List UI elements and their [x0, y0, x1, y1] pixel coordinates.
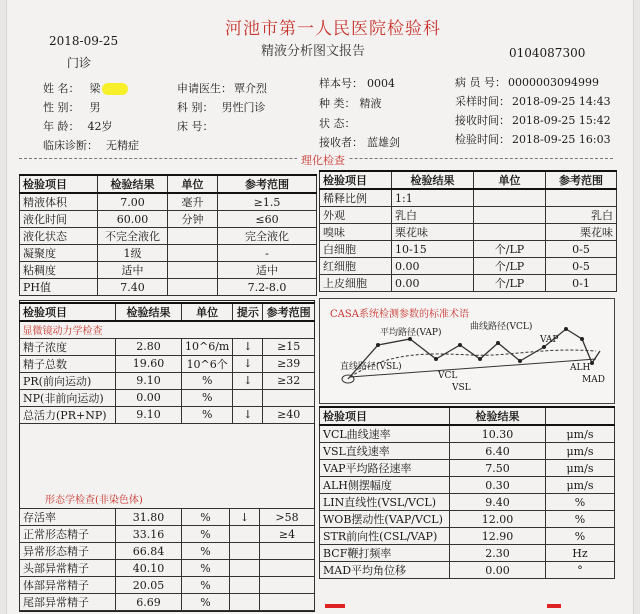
column-header: 参考范围 — [218, 175, 317, 193]
casa-table — [319, 406, 615, 579]
patient-sex-label: 性 别： — [43, 101, 80, 114]
cell: BCF鞭打频率 — [320, 545, 450, 562]
collect-time-row — [455, 93, 611, 109]
cell: 精子浓度 — [20, 338, 116, 355]
sample-row — [319, 75, 395, 91]
column-header: 检验结果 — [116, 303, 182, 321]
cell: PH值 — [20, 279, 98, 296]
cell: 红细胞 — [320, 258, 392, 275]
cell: ≥32 — [263, 372, 315, 389]
column-header: 单位 — [182, 303, 233, 321]
table-row — [320, 545, 615, 562]
red-legend-mark — [547, 604, 561, 608]
barcode-number: 0104087300 — [509, 46, 586, 60]
cell: 7.00 — [98, 193, 168, 211]
test-time-label: 检验时间： — [455, 133, 510, 146]
cell: NP(非前向运动) — [20, 389, 116, 406]
cell: ° — [546, 562, 615, 579]
cell — [474, 224, 546, 241]
morph-section-label: 形态学检查(非染色体) — [45, 495, 143, 506]
sample-value: 0004 — [367, 77, 395, 90]
cell — [263, 389, 315, 406]
cell: 精子总数 — [20, 355, 116, 372]
column-header: 检验项目 — [20, 175, 98, 193]
cell: % — [182, 577, 230, 594]
test-time-value: 2018-09-25 16:03 — [512, 133, 611, 146]
table-row — [20, 193, 317, 211]
cell: STR前向性(CSL/VAP) — [320, 528, 450, 545]
column-header: 检验项目 — [320, 171, 392, 189]
cell: 0-5 — [546, 241, 617, 258]
cell: % — [546, 494, 615, 511]
cell: μm/s — [546, 443, 615, 460]
report-date: 2018-09-25 — [49, 34, 119, 48]
cell — [474, 189, 546, 207]
cell: ≥4 — [260, 526, 315, 543]
specimen-type-label: 种 类： — [319, 97, 356, 110]
column-header: 检验结果 — [392, 171, 474, 189]
cell: 0-1 — [546, 275, 617, 292]
cell: - — [218, 245, 317, 262]
report-title: 精液分析图文报告 — [261, 44, 366, 59]
table-row — [20, 560, 315, 577]
doctor-value: 覃介烈 — [234, 82, 267, 95]
dept-value: 男性门诊 — [221, 101, 266, 114]
cell: ↓ — [230, 509, 260, 526]
cell: 0.00 — [392, 258, 474, 275]
cell: 凝聚度 — [20, 245, 98, 262]
cell: 10^6个 — [182, 355, 233, 372]
cell: 稀释比例 — [320, 189, 392, 207]
cell: ↓ — [233, 406, 263, 423]
cell — [260, 543, 315, 560]
case-number-label: 病 员 号： — [455, 76, 506, 89]
cell: 尾部异常精子 — [20, 594, 116, 611]
table-row — [20, 338, 315, 355]
physchem-right-table — [319, 170, 617, 292]
cell — [230, 594, 260, 611]
cell: 毫升 — [168, 193, 218, 211]
cell: 适中 — [98, 262, 168, 279]
section-row — [20, 321, 315, 338]
cell: 分钟 — [168, 211, 218, 228]
cell: 头部异常精子 — [20, 560, 116, 577]
cell — [260, 594, 315, 611]
cell: ≥40 — [263, 406, 315, 423]
cell: 液化状态 — [20, 228, 98, 245]
cell: 嗅味 — [320, 224, 392, 241]
cell: 个/LP — [474, 258, 546, 275]
label-alh: ALH — [570, 363, 591, 373]
receive-time-label: 接收时间： — [455, 114, 510, 127]
table-row — [20, 372, 315, 389]
receive-time-row — [455, 112, 611, 128]
cell: 总活力(PR+NP) — [20, 406, 116, 423]
cell: 33.16 — [116, 526, 182, 543]
table-row — [320, 562, 615, 579]
cell: 完全液化 — [218, 228, 317, 245]
cell: 6.40 — [450, 443, 546, 460]
physchem-left-table — [19, 174, 317, 296]
column-header: 检验结果 — [450, 407, 546, 425]
table-row — [20, 577, 315, 594]
doctor-row — [177, 80, 267, 96]
collect-time-label: 采样时间： — [455, 95, 510, 108]
table-row — [320, 460, 615, 477]
micro-table — [19, 302, 315, 424]
table-row — [20, 594, 315, 611]
table-row — [20, 509, 315, 526]
cell — [260, 560, 315, 577]
cell — [230, 526, 260, 543]
table-row — [20, 526, 315, 543]
cell: % — [182, 594, 230, 611]
sample-label: 样本号： — [319, 77, 363, 90]
cell: 9.10 — [116, 406, 182, 423]
receiver-value: 蓝雄剑 — [367, 136, 400, 149]
clinical-diagnosis-value: 无精症 — [106, 139, 139, 152]
cell: LIN直线性(VSL/VCL) — [320, 494, 450, 511]
cell: ≥1.5 — [218, 193, 317, 211]
cell — [168, 228, 218, 245]
cell: MAD平均角位移 — [320, 562, 450, 579]
cell: VAP平均路径速率 — [320, 460, 450, 477]
column-header — [546, 407, 615, 425]
state-row — [319, 115, 360, 131]
cell: 10-15 — [392, 241, 474, 258]
column-header: 参考范围 — [263, 303, 315, 321]
table-row — [320, 425, 615, 443]
cell: ≤60 — [218, 211, 317, 228]
patient-age-value: 42岁 — [87, 120, 113, 133]
cell — [168, 245, 218, 262]
cell: 白细胞 — [320, 241, 392, 258]
test-time-row — [455, 131, 611, 147]
table-header-row — [320, 171, 617, 189]
cell: PR(前向运动) — [20, 372, 116, 389]
table-header-row — [20, 303, 315, 321]
table-row — [20, 406, 315, 423]
cell: 60.00 — [98, 211, 168, 228]
specimen-type-value: 精液 — [359, 97, 382, 110]
cell: 适中 — [218, 262, 317, 279]
specimen-type-row — [319, 95, 382, 111]
label-mad: MAD — [582, 375, 605, 385]
cell: 40.10 — [116, 560, 182, 577]
column-header: 单位 — [168, 175, 218, 193]
cell: 精液体积 — [20, 193, 98, 211]
state-label: 状 态： — [319, 117, 356, 130]
cell: Hz — [546, 545, 615, 562]
cell: 19.60 — [116, 355, 182, 372]
cell: % — [182, 406, 233, 423]
cell — [546, 189, 617, 207]
table-header-row — [320, 407, 615, 425]
cell: 个/LP — [474, 275, 546, 292]
receiver-row — [319, 134, 400, 150]
cell: 7.50 — [450, 460, 546, 477]
cell — [168, 262, 218, 279]
patient-name-row — [43, 80, 128, 96]
table-row — [20, 279, 317, 296]
doctor-label: 申请医生： — [177, 82, 232, 95]
patient-sex-value: 男 — [89, 101, 101, 114]
label-vsl: VSL — [452, 383, 471, 393]
table-row — [320, 477, 615, 494]
patient-name-label: 姓 名： — [43, 82, 80, 95]
cell: 7.2-8.0 — [218, 279, 317, 296]
cell: WOB摆动性(VAP/VCL) — [320, 511, 450, 528]
cell: 乳白 — [546, 207, 617, 224]
cell: 12.90 — [450, 528, 546, 545]
table-row — [20, 355, 315, 372]
cell: 1级 — [98, 245, 168, 262]
table-row — [320, 224, 617, 241]
cell: ↓ — [233, 372, 263, 389]
cell — [260, 577, 315, 594]
report-sheet — [6, 0, 634, 614]
cell: 乳白 — [392, 207, 474, 224]
table-row — [320, 241, 617, 258]
table-row — [20, 543, 315, 560]
cell: 液化时间 — [20, 211, 98, 228]
cell: 0.00 — [392, 275, 474, 292]
cell: 栗花味 — [392, 224, 474, 241]
morph-table — [19, 508, 315, 611]
label-vap: VAP — [540, 335, 559, 345]
cell: μm/s — [546, 460, 615, 477]
cell: 1:1 — [392, 189, 474, 207]
cell: % — [182, 560, 230, 577]
redaction-mark — [102, 83, 128, 95]
cell: 9.10 — [116, 372, 182, 389]
cell: % — [182, 389, 233, 406]
column-header: 检验项目 — [20, 303, 116, 321]
receiver-label: 接收者： — [319, 136, 363, 149]
cell: VSL直线速率 — [320, 443, 450, 460]
patient-sex-row — [43, 99, 101, 115]
cell: 2.30 — [450, 545, 546, 562]
label-vcl: VCL — [438, 371, 458, 381]
cell: 不完全液化 — [98, 228, 168, 245]
patient-age-row — [43, 118, 113, 134]
cell: ALH侧摆幅度 — [320, 477, 450, 494]
table-row — [320, 275, 617, 292]
cell — [233, 389, 263, 406]
department-outpatient: 门诊 — [67, 56, 92, 70]
table-row — [320, 207, 617, 224]
cell: 10.30 — [450, 425, 546, 443]
collect-time-value: 2018-09-25 14:43 — [512, 95, 611, 108]
clinical-diagnosis-label: 临床诊断： — [43, 139, 98, 152]
section-physchem-title: 理化检查 — [297, 152, 349, 168]
table-row — [20, 389, 315, 406]
dept-label: 科 别： — [177, 101, 214, 114]
cell: 31.80 — [116, 509, 182, 526]
bed-row — [177, 118, 222, 134]
patient-name-value: 梁 — [89, 82, 101, 95]
cell: 正常形态精子 — [20, 526, 116, 543]
cell: 个/LP — [474, 241, 546, 258]
cell: 66.84 — [116, 543, 182, 560]
cell: μm/s — [546, 425, 615, 443]
cell — [230, 577, 260, 594]
column-header: 检验项目 — [320, 407, 450, 425]
cell: % — [182, 372, 233, 389]
cell: 12.00 — [450, 511, 546, 528]
cell: VCL曲线速率 — [320, 425, 450, 443]
patient-age-label: 年 龄： — [43, 120, 80, 133]
table-header-row — [20, 175, 317, 193]
label-straight-path: 直线路径(VSL) — [340, 362, 402, 372]
cell: 粘稠度 — [20, 262, 98, 279]
cell: % — [182, 509, 230, 526]
cell: % — [546, 528, 615, 545]
cell: % — [182, 543, 230, 560]
hospital-title: 河池市第一人民医院检验科 — [225, 19, 441, 39]
table-row — [320, 494, 615, 511]
cell: 异常形态精子 — [20, 543, 116, 560]
cell: 体部异常精子 — [20, 577, 116, 594]
cell: ↓ — [233, 338, 263, 355]
cell: ≥39 — [263, 355, 315, 372]
cell: 2.80 — [116, 338, 182, 355]
cell: 栗花味 — [546, 224, 617, 241]
bed-label: 床 号： — [177, 120, 214, 133]
table-row — [320, 443, 615, 460]
cell: ≥15 — [263, 338, 315, 355]
receive-time-value: 2018-09-25 15:42 — [512, 114, 611, 127]
cell — [474, 207, 546, 224]
cell: ↓ — [233, 355, 263, 372]
cell: 10^6/m — [182, 338, 233, 355]
label-curvilinear-path: 曲线路径(VCL) — [470, 322, 533, 332]
casa-diagram — [319, 298, 615, 404]
column-header: 单位 — [474, 171, 546, 189]
table-row — [20, 262, 317, 279]
case-number-value: 0000003094999 — [508, 76, 599, 89]
table-row — [320, 258, 617, 275]
table-row — [320, 189, 617, 207]
cell: % — [546, 511, 615, 528]
table-row — [20, 245, 317, 262]
cell: 0.30 — [450, 477, 546, 494]
cell — [230, 543, 260, 560]
cell: μm/s — [546, 477, 615, 494]
column-header: 提示 — [233, 303, 263, 321]
cell: 9.40 — [450, 494, 546, 511]
red-legend-mark — [325, 604, 345, 608]
cell — [230, 560, 260, 577]
micro-section-label: 显微镜动力学检查 — [22, 326, 103, 338]
cell: % — [182, 526, 230, 543]
cell: 7.40 — [98, 279, 168, 296]
table-row — [20, 211, 317, 228]
cell: 存活率 — [20, 509, 116, 526]
cell: 上皮细胞 — [320, 275, 392, 292]
cell: 0-5 — [546, 258, 617, 275]
cell: 6.69 — [116, 594, 182, 611]
table-row — [320, 511, 615, 528]
case-number-row — [455, 74, 599, 90]
cell: 20.05 — [116, 577, 182, 594]
cell: 0.00 — [450, 562, 546, 579]
table-row — [20, 228, 317, 245]
column-header: 参考范围 — [546, 171, 617, 189]
cell: 外观 — [320, 207, 392, 224]
dept-row — [177, 99, 266, 115]
cell: >58 — [260, 509, 315, 526]
casa-diagram-title: CASA系统检测参数的标准术语 — [330, 309, 469, 320]
clinical-diagnosis-row — [43, 137, 139, 153]
column-header: 检验结果 — [98, 175, 168, 193]
table-row — [320, 528, 615, 545]
cell — [168, 279, 218, 296]
label-average-path: 平均路径(VAP) — [380, 328, 442, 338]
cell: 0.00 — [116, 389, 182, 406]
